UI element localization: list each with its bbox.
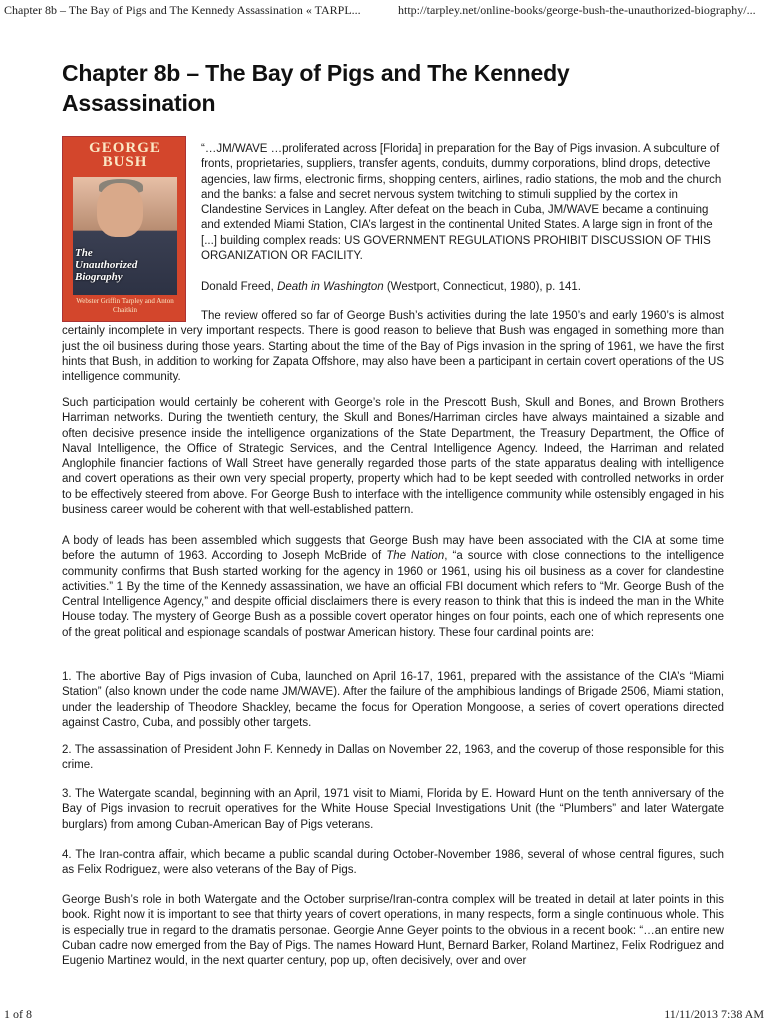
article-title: Chapter 8b – The Bay of Pigs and The Kennedy Assassination [62,60,570,116]
citation-author: Donald Freed, [201,281,274,293]
citation-work: Death in Washington [277,281,384,293]
paragraph-3: A body of leads has been assembled which suggests that George Bush may have been associated with the CIA at some time before the autumn of 1963. According to Joseph McBride of The Nation, “a source with close connections to the intelligence community confirms that Bush started working for the agency in 1960 or 1961, using his oil business as a cover for clandestine activities.” 1 By the time of the Kennedy assassination, we have an official FBI document which refers to “Mr. George Bush of the Central Intelligence Agency,” and despite official disclaimers there is every reason to think that this is indeed the man in the White House today. The mystery of George Bush as a possible covert operator hinges on four points, each one of which represents one of the great political and espionage scandals of postwar American history. These four cardinal points are: [62,535,724,639]
citation [201,280,724,295]
cover-title: GEORGE BUSH [89,140,161,170]
citation-rest: (Westport, Connecticut, 1980), p. 141. [386,281,581,293]
cover-authors: Webster Griffin Tarpley and Anton Chaitkin [76,297,174,314]
page-number: 1 of 8 [4,1007,32,1021]
print-datetime: 11/11/2013 7:38 AM [664,1007,764,1021]
print-footer [0,1005,768,1024]
list-item-1: 1. The abortive Bay of Pigs invasion of Cuba, launched on April 16-17, 1961, prepared with the assistance of the CIA’s “Miami Station” (also known under the code name JM/WAVE). After the failure of the amphibious landings of Brigade 2506, Miami station, under the leadership of Theodore Shackley, became the focus for Operation Mongoose, a series of covert operations directed against Castro, Cuba, and possibly other targets. [62,671,724,729]
print-header-page-title: Chapter 8b – The Bay of Pigs and The Kennedy Assassination « TARPL... [4,3,361,17]
list-item-3: 3. The Watergate scandal, beginning with an April, 1971 visit to Miami, Florida by E. Howard Hunt on the tenth anniversary of the Bay of Pigs invasion to recruit operatives for the White House Special Investigations Unit (the “Plumbers” and later Watergate burglars) from among Cuban-American Bay of Pigs veterans. [62,788,724,831]
list-item-2: 2. The assassination of President John F. Kennedy in Dallas on November 22, 1963, and the coverup of those responsible for this crime. [62,744,724,772]
paragraph-4: George Bush’s role in both Watergate and the October surprise/Iran-contra complex will be treated in detail at later points in this book. Right now it is important to see that thirty years of covert operations, in many respects, form a single continuous whole. This is especially true in regard to the dramatis personae. Georgie Anne Geyer points to the obvious in a recent book: “…an entire new Cuban cadre now emerged from the Bay of Pigs. The names Howard Hunt, Bernard Barker, Roland Martinez, Felix Rodriguez and Eugenio Martinez would, in the next quarter century, pop up, often decisively, over and over [62,894,724,968]
book-cover-image [62,136,186,322]
cover-subtitle: The Unauthorized Biography [75,247,138,283]
article-content [62,58,724,970]
list-item-4: 4. The Iran-contra affair, which became a public scandal during October-November 1986, several of whose central figures, such as Felix Rodriguez, were also veterans of the Bay of Pigs. [62,849,724,877]
paragraph-1: The review offered so far of George Bush’s activities during the late 1950’s and early 1960’s is almost certainly incomplete in very important respects. There is good reason to believe that Bush was engaged in something more than just the oil business during those years. Starting about the time of the Bay of Pigs invasion in the spring of 1961, we have the first hints that Bush, in addition to working for Zapata Offshore, may also have been a participant in certain covert operations of the US intelligence community. [62,310,724,384]
print-header [0,0,768,20]
epigraph: “…JM/WAVE …proliferated across [Florida] in preparation for the Bay of Pigs invasion. A subculture of fronts, proprietaries, suppliers, transfer agents, conduits, dummy corporations, blind drops, detective agencies, law firms, electronic firms, shopping centers, airlines, radio stations, the mob and the church and the banks: a false and secret nervous system twitching to stimuli supplied by the cortex in Clandestine Services in Langley. After defeat on the beach in Cuba, JM/WAVE became a continuing and extended Miami Station, CIA’s largest in the continental United States. A large sign in front of the [...] building complex reads: US GOVERNMENT REGULATIONS PROHIBIT DISCUSSION OF THIS ORGANIZATION OR FACILITY. [201,143,722,263]
paragraph-2: Such participation would certainly be coherent with George’s role in the Prescott Bush, Skull and Bones, and Brown Brothers Harriman networks. During the twentieth century, the Skull and Bones/Harriman circles have always maintained a sizable and often decisive presence inside the intelligence organizations of the State Department, the Treasury Department, the Office of Naval Intelligence, the Office of Strategic Services, and the Central Intelligence Agency. Indeed, the Harriman and related Anglophile financier factions of Wall Street have generally regarded those parts of the state apparatus dealing with intelligence and covert operations as their own very special property, property which had to be kept seeded with controlled networks in order to be effectively steered from above. For George Bush to interface with the intelligence community while ostensibly engaged in his business career would be coherent with that well-established pattern. [62,397,724,517]
print-header-url: http://tarpley.net/online-books/george-bush-the-unauthorized-biography/... [398,3,756,17]
